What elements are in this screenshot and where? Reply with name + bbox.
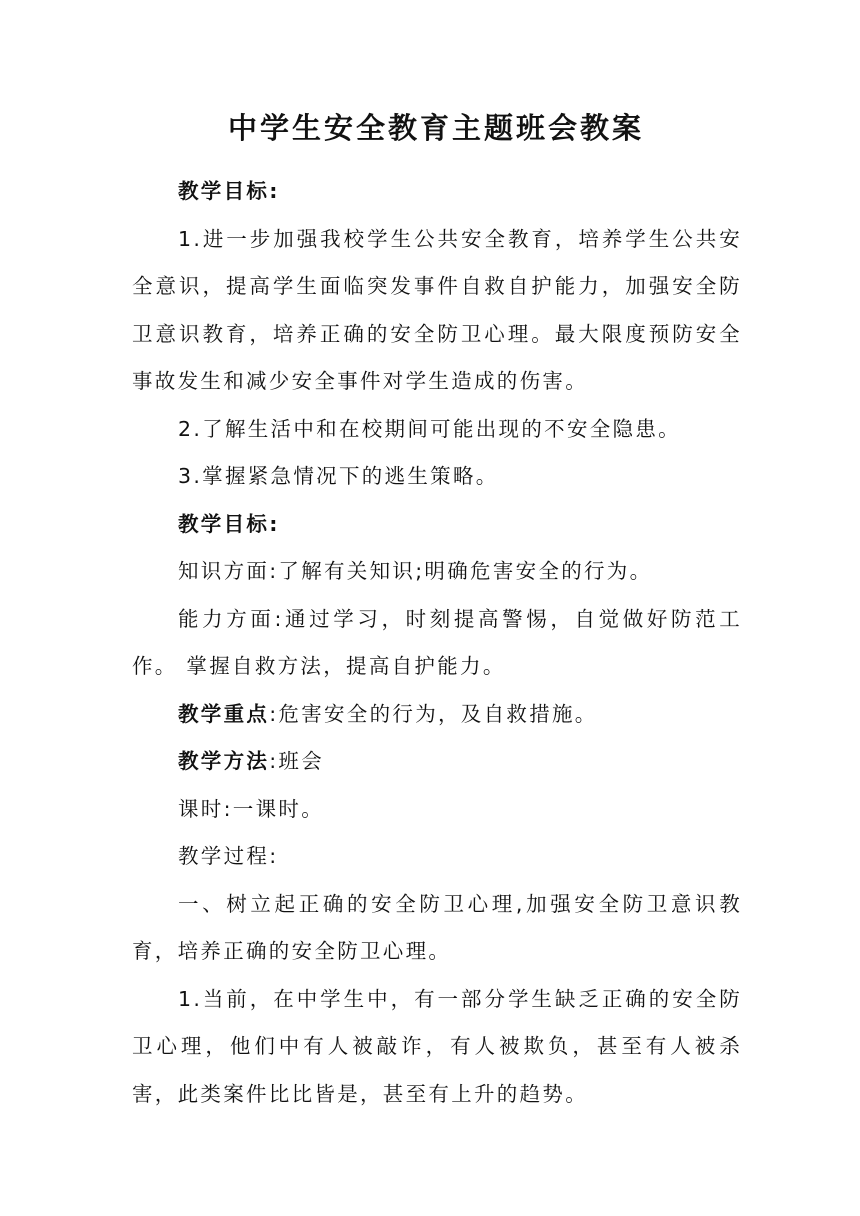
paragraph-text: 1.进一步加强我校学生公共安全教育，培养学生公共安全意识，提高学生面临突发事件自救自护能力，加强安全防卫意识教育，培养正确的安全防卫心理。最大限度预防安全事故发生和减少安全事件对学生造成的伤害。 [132, 226, 742, 393]
paragraph-knowledge [132, 548, 742, 596]
paragraph-class-hours [132, 786, 742, 834]
paragraph-section-1-item-1 [132, 976, 742, 1119]
paragraph-ability [132, 596, 742, 691]
paragraph-text: 一、树立起正确的安全防卫心理,加强安全防卫意识教育，培养正确的安全防卫心理。 [132, 891, 742, 963]
paragraph-objective-2 [132, 406, 742, 454]
paragraph-text: 教学过程: [178, 844, 279, 868]
paragraph-section-1 [132, 881, 742, 976]
paragraph-bold-label: 教学重点 [178, 701, 270, 726]
paragraph-text: :危害安全的行为，及自救措施。 [269, 701, 598, 726]
paragraph-objective-1 [132, 216, 742, 406]
paragraph-key-points [132, 691, 742, 739]
paragraph-objectives-heading-2 [132, 501, 742, 549]
paragraph-objective-3 [132, 453, 742, 501]
document-page [132, 98, 742, 1118]
document-title: 中学生安全教育主题班会教案 [228, 111, 645, 145]
paragraph-text: 2.了解生活中和在校期间可能出现的不安全隐患。 [178, 416, 681, 441]
paragraph-bold-label: 教学目标: [178, 511, 280, 536]
paragraph-text: 3.掌握紧急情况下的逃生策略。 [178, 464, 499, 488]
paragraph-text: 知识方面:了解有关知识;明确危害安全的行为。 [178, 559, 653, 583]
paragraph-process-heading [132, 833, 742, 881]
paragraph-method [132, 738, 742, 786]
paragraph-text: 1.当前，在中学生中，有一部分学生缺乏正确的安全防卫心理，他们中有人被敲诈，有人被欺负，甚至有人被杀害，此类案件比比皆是，甚至有上升的趋势。 [132, 986, 742, 1106]
paragraph-text: 能力方面:通过学习，时刻提高警惕，自觉做好防范工作。 掌握自救方法，提高自护能力。 [132, 606, 742, 678]
paragraph-objectives-heading [132, 168, 742, 216]
paragraph-bold-label: 教学目标: [178, 179, 280, 203]
paragraph-text: 课时:一课时。 [178, 796, 325, 821]
paragraph-bold-label: 教学方法 [178, 749, 270, 773]
paragraph-text: :班会 [269, 749, 325, 773]
